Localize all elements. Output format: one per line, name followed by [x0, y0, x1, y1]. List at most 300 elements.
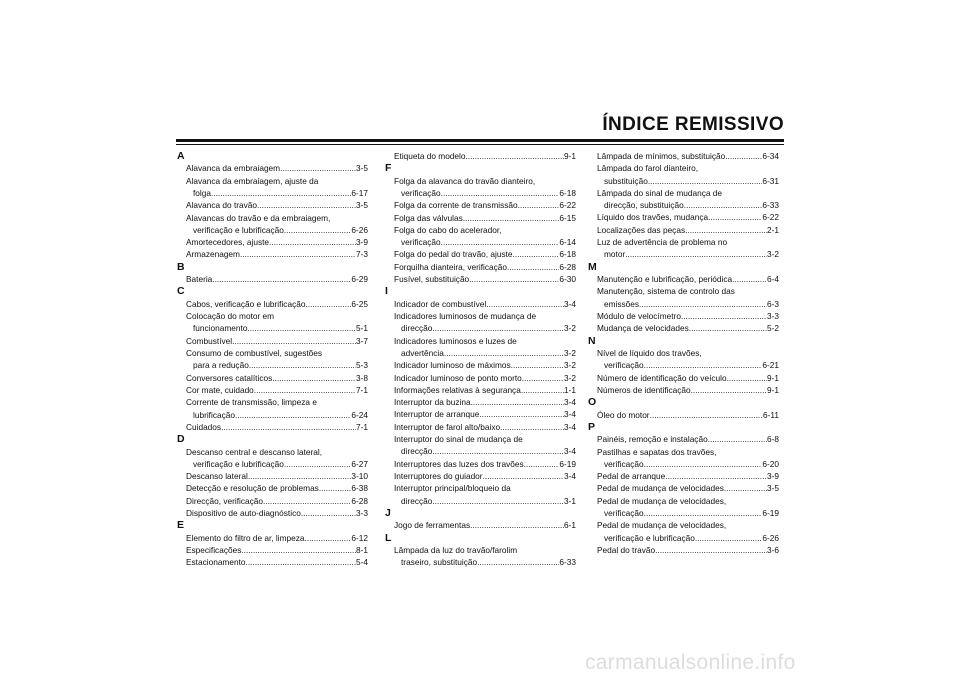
dot-leader: [486, 298, 564, 310]
dot-leader: [513, 248, 560, 260]
index-page-number: 3-4: [564, 397, 576, 408]
index-entry: [178, 224, 368, 236]
index-section-letter: M: [588, 260, 597, 273]
index-entry-text: Consumo de combustível, sugestões: [186, 348, 323, 359]
dot-leader: [212, 273, 351, 285]
index-page-number: 3-2: [564, 347, 576, 358]
index-entry: [589, 482, 779, 494]
dot-leader: [470, 519, 564, 531]
dot-leader: [284, 224, 352, 236]
index-entry-text: Bateria: [186, 274, 213, 285]
dot-leader: [727, 372, 767, 384]
dot-leader: [246, 556, 357, 568]
index-page-number: 6-19: [762, 508, 779, 519]
index-entry: [589, 384, 779, 396]
index-entry-text: Informações relativas à segurança: [394, 384, 521, 395]
index-entry-text: direcção, substituição: [604, 200, 684, 211]
index-entry-text: traseiro, substituição: [401, 557, 478, 568]
index-page-number: 6-4: [767, 274, 779, 285]
index-entry: [386, 556, 576, 568]
index-entry-line: [178, 446, 368, 458]
index-entry-line: [178, 175, 368, 187]
page-title: ÍNDICE REMISSIVO: [602, 114, 784, 135]
index-entry-line: [386, 335, 576, 347]
index-entry: [178, 482, 368, 494]
index-entry: [386, 187, 576, 199]
dot-leader: [263, 495, 351, 507]
index-entry-text: Pastilhas e sapatas dos travões,: [597, 446, 717, 457]
index-page-number: 3-2: [564, 360, 576, 371]
index-page-number: 6-33: [559, 557, 576, 568]
index-page-number: 3-3: [767, 310, 779, 321]
dot-leader: [240, 248, 356, 260]
index-page-number: 3-6: [767, 544, 779, 555]
index-page-number: 8-1: [356, 545, 368, 556]
index-page-number: 6-8: [767, 434, 779, 445]
index-page-number: 6-11: [763, 409, 779, 420]
index-entry: [386, 458, 576, 470]
index-page-number: 3-5: [356, 200, 368, 211]
index-entry: [589, 458, 779, 470]
index-page-number: 1-1: [564, 384, 576, 395]
index-entry: [178, 199, 368, 211]
index-entry: [589, 372, 779, 384]
index-entry-text: Alavanca da embraiagem, ajuste da: [186, 175, 319, 186]
index-section-letter: D: [177, 433, 185, 446]
dot-leader: [471, 396, 564, 408]
index-page-number: 6-15: [559, 212, 576, 223]
index-page-number: 6-28: [351, 495, 368, 506]
index-page-number: 7-1: [356, 384, 368, 395]
index-page-number: 9-1: [767, 372, 779, 383]
index-entry-text: Folga da corrente de transmissão: [394, 200, 518, 211]
index-page-number: 2-1: [767, 224, 779, 235]
index-page-number: 3-4: [564, 409, 576, 420]
index-entry: [386, 421, 576, 433]
index-entry-text: Interruptor da buzina: [394, 397, 471, 408]
index-page-number: 3-7: [356, 335, 368, 346]
index-page-number: 6-31: [762, 175, 779, 186]
index-entry: [178, 495, 368, 507]
index-entry-text: Detecção e resolução de problemas: [186, 483, 319, 494]
index-section-letter: P: [588, 420, 596, 433]
index-entry: [589, 150, 779, 162]
index-entry-text: Interruptor de arranque: [394, 409, 480, 420]
dot-leader: [280, 162, 356, 174]
index-entry: [178, 273, 368, 285]
index-entry-text: Indicador luminoso de ponto morto: [394, 372, 522, 383]
index-entry-text: verificação: [604, 458, 644, 469]
dot-leader: [211, 187, 351, 199]
dot-leader: [249, 359, 356, 371]
index-entry-text: Pedal de mudança de velocidades: [597, 483, 724, 494]
index-entry: [386, 199, 576, 211]
dot-leader: [644, 458, 763, 470]
index-entry-text: substituição: [604, 175, 648, 186]
index-entry: [589, 507, 779, 519]
index-page-number: 6-38: [351, 483, 368, 494]
index-entry: [386, 236, 576, 248]
dot-leader: [319, 482, 352, 494]
index-page-number: 6-25: [351, 298, 368, 309]
index-entry-text: Indicadores luminosos e luzes de: [394, 335, 517, 346]
index-entry-text: Jogo de ferramentas: [394, 520, 471, 531]
index-entry: [589, 211, 779, 223]
index-entry: [178, 335, 368, 347]
index-page-number: 9-1: [767, 384, 779, 395]
index-entry: [386, 396, 576, 408]
dot-leader: [695, 532, 763, 544]
title-rule-thick: [176, 139, 784, 142]
dot-leader: [432, 495, 564, 507]
index-entry: [386, 445, 576, 457]
index-entry: [178, 556, 368, 568]
dot-leader: [685, 224, 767, 236]
index-entry: [178, 507, 368, 519]
dot-leader: [708, 433, 767, 445]
index-entry-text: verificação e lubrificação: [193, 224, 284, 235]
dot-leader: [689, 322, 767, 334]
index-page-number: 6-26: [762, 532, 779, 543]
index-column-1: [178, 150, 368, 569]
index-entry-text: verificação e lubrificação: [604, 532, 695, 543]
index-page-number: 3-5: [767, 483, 779, 494]
index-page-number: 3-2: [767, 249, 779, 260]
index-section-letter: A: [177, 150, 185, 162]
index-entry: [178, 322, 368, 334]
dot-leader: [507, 261, 559, 273]
dot-leader: [232, 335, 356, 347]
index-entry-text: verificação: [604, 360, 644, 371]
dot-leader: [432, 322, 564, 334]
index-entry-text: Pedal de mudança de velocidades,: [597, 495, 727, 506]
index-entry-text: folga: [193, 188, 211, 198]
index-page-number: 6-30: [559, 274, 576, 285]
index-page-number: 3-9: [767, 471, 779, 482]
index-entry: [589, 532, 779, 544]
index-entry: [178, 409, 368, 421]
index-entry: [589, 248, 779, 260]
index-entry-text: Descanso central e descanso lateral,: [186, 446, 323, 457]
index-entry: [386, 347, 576, 359]
index-entry: [178, 532, 368, 544]
dot-leader: [522, 372, 564, 384]
index-entry-text: Localizações das peças: [597, 224, 686, 235]
index-entry-text: Descanso lateral: [186, 471, 248, 482]
index-entry-text: Cuidados: [186, 421, 222, 432]
index-section-letter: B: [177, 260, 185, 273]
index-entry-text: verificação: [401, 188, 441, 198]
index-page-number: 3-5: [356, 163, 368, 174]
dot-leader: [524, 458, 560, 470]
index-entry-text: Lâmpada do farol dianteiro,: [597, 163, 699, 174]
index-page-number: 6-26: [351, 224, 368, 235]
dot-leader: [269, 236, 356, 248]
index-entry-text: emissões: [604, 298, 640, 309]
index-section-letter: C: [177, 285, 185, 298]
index-entry-text: Interruptor de farol alto/baixo: [394, 421, 501, 432]
index-page-number: 3-4: [564, 298, 576, 309]
index-entry-text: Colocação do motor em: [186, 311, 275, 322]
index-section-letter: F: [385, 162, 392, 175]
dot-leader: [284, 458, 352, 470]
index-entry-text: verificação: [604, 508, 644, 519]
index-page-number: 3-4: [564, 421, 576, 432]
index-entry-text: Conversores catalíticos: [186, 372, 273, 383]
index-entry: [178, 470, 368, 482]
watermark-text: carmanualsonline.info: [585, 651, 796, 674]
dot-leader: [469, 273, 559, 285]
dot-leader: [639, 298, 767, 310]
index-entry: [589, 175, 779, 187]
index-entry-text: Número de identificação do veículo: [597, 372, 727, 383]
index-entry-text: Folga da alavanca do travão dianteiro,: [394, 175, 536, 186]
dot-leader: [272, 372, 356, 384]
index-entry: [178, 421, 368, 433]
dot-leader: [444, 347, 564, 359]
index-page-number: 6-18: [559, 188, 576, 198]
index-entry-text: Óleo do motor: [597, 409, 650, 420]
index-entry: [386, 273, 576, 285]
index-entry-text: Mudança de velocidades: [597, 323, 689, 334]
index-entry-line: [386, 433, 576, 445]
title-rule-thin: [176, 144, 784, 145]
dot-leader: [463, 212, 560, 224]
index-page-number: 5-2: [767, 323, 779, 334]
index-entry: [386, 470, 576, 482]
index-entry-text: Folga do pedal do travão, ajuste: [394, 249, 513, 260]
index-page-number: 6-18: [559, 249, 576, 260]
index-page-number: 3-4: [564, 446, 576, 457]
index-entry-line: [589, 162, 779, 174]
index-section-letter: O: [588, 396, 597, 409]
index-section-letter: J: [385, 506, 391, 519]
index-page-number: 3-10: [351, 471, 368, 482]
index-entry: [178, 187, 368, 199]
index-page-number: 6-14: [559, 237, 576, 248]
index-entry: [178, 372, 368, 384]
dot-leader: [247, 322, 356, 334]
dot-leader: [305, 532, 352, 544]
index-entry: [589, 273, 779, 285]
dot-leader: [477, 556, 559, 568]
index-entry-line: [178, 396, 368, 408]
index-entry: [589, 224, 779, 236]
index-entry-text: direcção: [401, 495, 433, 506]
dot-leader: [301, 507, 356, 519]
index-entry-text: Manutenção, sistema de controlo das: [597, 286, 735, 297]
index-entry-text: Indicador luminoso de máximos: [394, 360, 511, 371]
dot-leader: [241, 544, 356, 556]
index-page-number: 5-3: [356, 360, 368, 371]
index-entry: [386, 212, 576, 224]
index-page-number: 6-33: [762, 200, 779, 211]
index-page-number: 6-21: [762, 360, 779, 371]
index-entry: [386, 408, 576, 420]
index-entry-text: Lâmpada de mínimos, substituição: [597, 151, 726, 161]
index-entry-text: Nível de líquido dos travões,: [597, 347, 702, 358]
index-page-number: 6-1: [564, 520, 576, 531]
dot-leader: [684, 199, 763, 211]
dot-leader: [644, 507, 763, 519]
index-entry-text: Painéis, remoção e instalação: [597, 434, 708, 445]
index-entry: [178, 359, 368, 371]
dot-leader: [248, 470, 352, 482]
dot-leader: [441, 187, 560, 199]
index-entry-text: Estacionamento: [186, 557, 246, 568]
index-page-number: 3-1: [564, 495, 576, 506]
index-entry-text: direcção: [401, 323, 433, 334]
index-entry-line: [178, 310, 368, 322]
index-entry-text: Interruptor do sinal de mudança de: [394, 434, 523, 445]
index-page-number: 3-2: [564, 323, 576, 334]
index-entry: [386, 384, 576, 396]
index-page-number: 6-24: [351, 409, 368, 420]
dot-leader: [466, 150, 565, 162]
index-page-number: 3-2: [564, 372, 576, 383]
index-entry-text: Pedal do travão: [597, 544, 656, 555]
dot-leader: [708, 211, 762, 223]
index-entry: [386, 372, 576, 384]
dot-leader: [521, 384, 564, 396]
index-page-number: 6-17: [351, 188, 368, 198]
index-entry-text: Líquido dos travões, mudança: [597, 212, 709, 223]
dot-leader: [511, 359, 564, 371]
index-page-number: 6-19: [559, 458, 576, 469]
index-entry: [589, 470, 779, 482]
index-entry: [589, 310, 779, 322]
index-entry-text: Especificações: [186, 545, 242, 556]
index-page-number: 6-34: [762, 151, 779, 161]
index-entry: [178, 458, 368, 470]
dot-leader: [625, 248, 767, 260]
index-page-number: 6-22: [762, 212, 779, 223]
index-page-number: 6-27: [351, 458, 368, 469]
index-entry: [178, 162, 368, 174]
index-page-number: 3-3: [356, 508, 368, 519]
index-entry: [386, 248, 576, 260]
dot-leader: [254, 384, 356, 396]
index-page-number: 6-22: [559, 200, 576, 211]
index-entry-text: Alavanca da embraiagem: [186, 163, 281, 174]
index-entry-text: funcionamento: [193, 323, 248, 334]
index-entry: [178, 298, 368, 310]
index-entry-line: [386, 175, 576, 187]
dot-leader: [257, 199, 356, 211]
index-entry-line: [589, 347, 779, 359]
dot-leader: [500, 421, 564, 433]
index-page-number: 6-20: [762, 458, 779, 469]
dot-leader: [732, 273, 767, 285]
index-entry: [589, 298, 779, 310]
dot-leader: [305, 298, 351, 310]
index-entry: [386, 519, 576, 531]
dot-leader: [648, 175, 763, 187]
index-page-number: 3-4: [564, 470, 576, 481]
dot-leader: [681, 310, 767, 322]
index-entry-text: Cor mate, cuidado: [186, 384, 254, 395]
dot-leader: [725, 150, 762, 162]
index-entry-text: Manutenção e lubrificação, periódica: [597, 274, 733, 285]
index-entry: [178, 384, 368, 396]
index-entry-text: Pedal de mudança de velocidades,: [597, 520, 727, 531]
index-entry-text: Números de identificação: [597, 384, 691, 395]
index-entry-line: [178, 212, 368, 224]
dot-leader: [724, 482, 767, 494]
index-entry-line: [589, 187, 779, 199]
index-entry-text: Lâmpada da luz do travão/farolim: [394, 544, 518, 555]
index-entry-text: Módulo de velocímetro: [597, 310, 681, 321]
dot-leader: [221, 421, 356, 433]
index-entry-text: Corrente de transmissão, limpeza e: [186, 397, 317, 408]
index-section-letter: I: [385, 285, 388, 298]
index-entry-text: Amortecedores, ajuste: [186, 237, 270, 248]
index-entry-text: Interruptores do guiador: [394, 470, 483, 481]
index-entry: [589, 433, 779, 445]
index-entry-text: motor: [604, 249, 626, 260]
index-entry: [178, 236, 368, 248]
index-entry-line: [589, 495, 779, 507]
index-entry-text: Fusível, substituição: [394, 274, 470, 285]
dot-leader: [644, 359, 763, 371]
index-page-number: 6-29: [351, 274, 368, 285]
index-entry-text: Elemento do filtro de ar, limpeza: [186, 532, 305, 543]
dot-leader: [691, 384, 767, 396]
index-entry-text: Lâmpada do sinal de mudança de: [597, 187, 723, 198]
index-page-number: 6-12: [351, 532, 368, 543]
index-page-number: 5-1: [356, 323, 368, 334]
index-entry-line: [386, 544, 576, 556]
index-entry: [178, 248, 368, 260]
index-entry-text: Luz de advertência de problema no: [597, 237, 728, 248]
index-entry-line: [386, 482, 576, 494]
index-entry-text: para a redução: [193, 360, 249, 371]
index-entry-line: [386, 224, 576, 236]
index-entry-text: Pedal de arranque: [597, 471, 666, 482]
index-entry: [386, 495, 576, 507]
dot-leader: [432, 445, 564, 457]
index-entry-text: Indicador de combustível: [394, 298, 487, 309]
index-page-number: 5-4: [356, 557, 368, 568]
index-entry: [589, 199, 779, 211]
index-entry: [178, 544, 368, 556]
index-entry-text: Combustível: [186, 335, 233, 346]
index-entry-text: direcção: [401, 446, 433, 457]
index-entry-text: verificação: [401, 237, 441, 248]
dot-leader: [483, 470, 564, 482]
index-entry-line: [589, 519, 779, 531]
index-entry-text: Folga do cabo do acelerador,: [394, 224, 502, 235]
index-entry: [589, 322, 779, 334]
index-entry: [386, 150, 576, 162]
index-entry: [589, 544, 779, 556]
index-column-3: [589, 150, 779, 556]
dot-leader: [655, 544, 767, 556]
index-entry: [386, 261, 576, 273]
index-page-number: 9-1: [564, 151, 576, 161]
index-entry-text: lubrificação: [193, 409, 235, 420]
index-entry-text: Alavanca do travão: [186, 200, 258, 211]
index-page-number: 3-8: [356, 372, 368, 383]
index-section-letter: N: [588, 334, 596, 347]
index-entry-line: [589, 446, 779, 458]
index-entry-text: Cabos, verificação e lubrificação: [186, 298, 306, 309]
index-entry-text: Forquilha dianteira, verificação: [394, 261, 507, 272]
index-page-number: 7-3: [356, 249, 368, 260]
index-entry-text: Indicadores luminosos de mudança de: [394, 311, 537, 322]
index-entry: [386, 359, 576, 371]
index-entry-text: Alavancas do travão e da embraiagem,: [186, 212, 331, 223]
